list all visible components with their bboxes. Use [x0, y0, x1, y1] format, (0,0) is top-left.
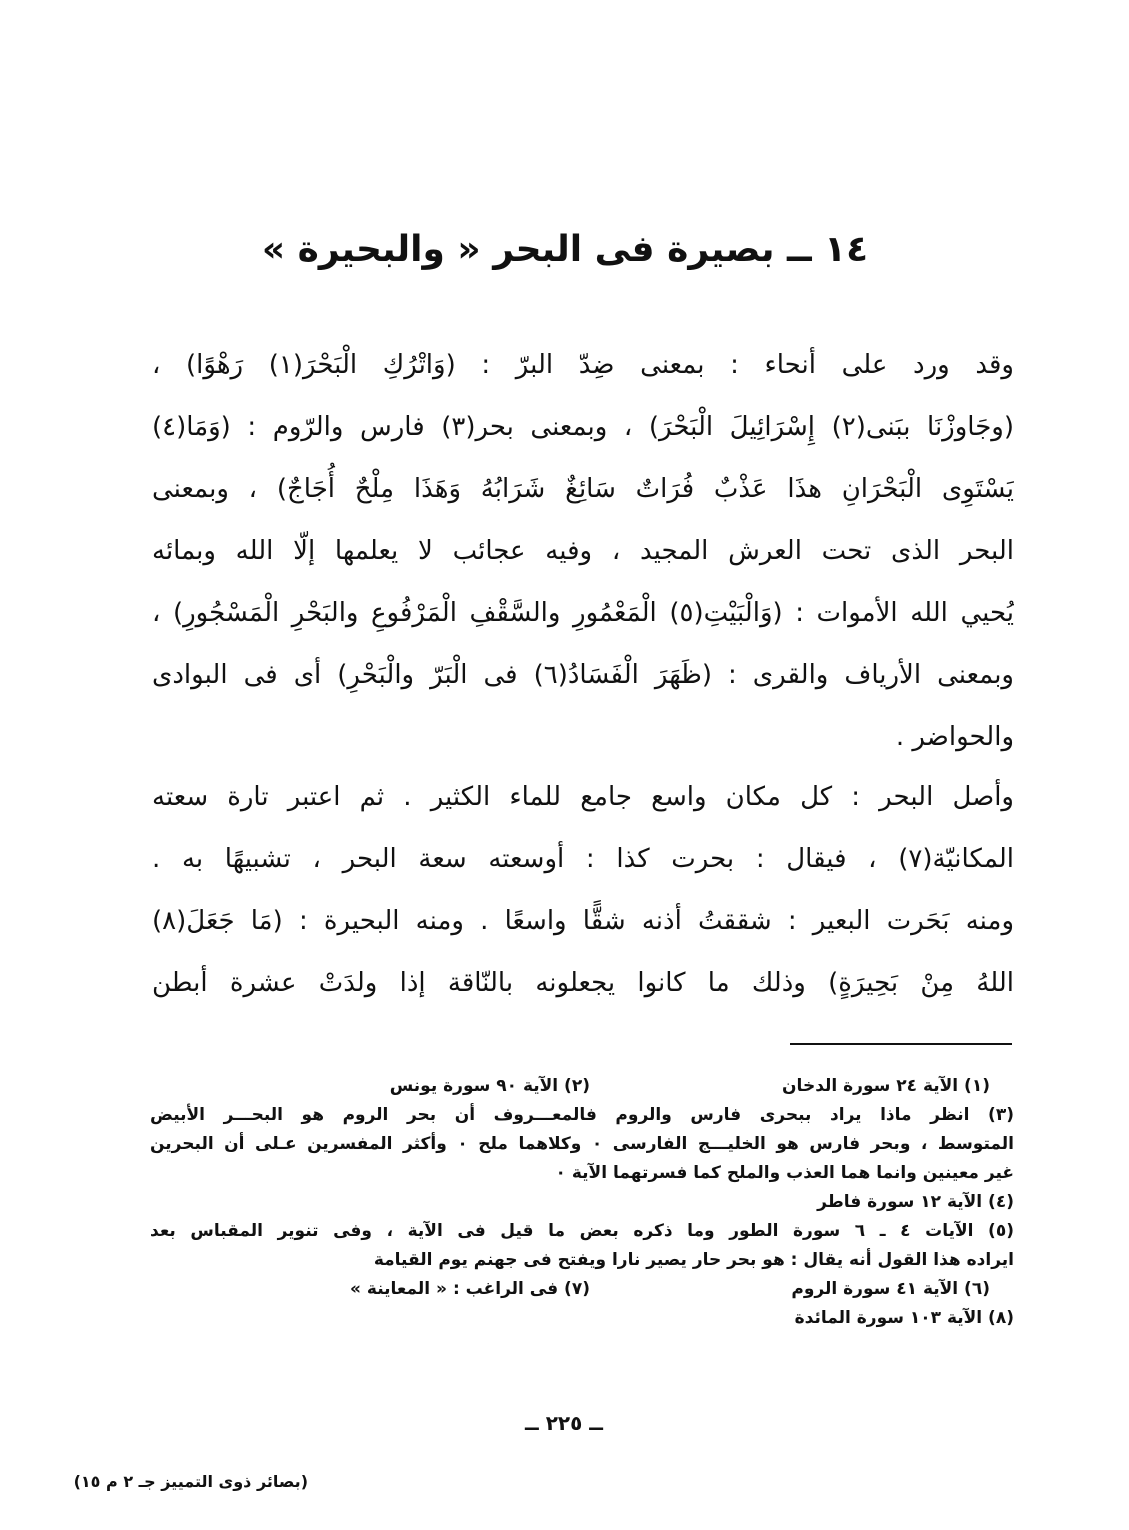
- text-line: وبمعنى الأرياف والقرى : (ظَهَرَ الْفَسَادُ(٦) فى الْبَرّ والْبَحْرِ) أى فى البوادى: [152, 660, 1014, 690]
- footnote-5-line: (٥) الآيات ٤ ـ ٦ سورة الطور وما ذكره بعض ما قيل فى الآية ، وفى تنوير المقباس بعد: [150, 1221, 1014, 1241]
- text-line: المكانيّة(٧) ، فيقال : بحرت كذا : أوسعته سعة البحر ، تشبيهًا به .: [152, 844, 1014, 874]
- text-line: يَسْتَوِى الْبَحْرَانِ هذَا عَذْبٌ فُرَاتٌ سَائِغٌ شَرَابُهُ وَهَذَا مِلْحٌ أُجَاجٌ) ، وبمعنى: [152, 474, 1014, 504]
- text-line: ومنه بَحَرت البعير : شققتُ أذنه شقًّا واسعًا . ومنه البحيرة : (مَا جَعَلَ(٨): [152, 906, 1014, 936]
- footnotes: [150, 1072, 1014, 1333]
- footnote-3-line: (٣) انظر ماذا يراد ببحرى فارس والروم فالمعـــروف أن بحر الروم هو البحـــر الأبيض: [150, 1105, 1014, 1125]
- footnote-row: [150, 1275, 1014, 1304]
- text-line: والحواضر .: [895, 722, 1014, 752]
- page-number: ــ ٢٢٥ ــ: [525, 1411, 603, 1435]
- footnote-1: (١) الآية ٢٤ سورة الدخان: [782, 1076, 990, 1096]
- footnote-7: (٧) فى الراغب : « المعاينة »: [350, 1279, 590, 1299]
- text-line: وأصل البحر : كل مكان واسع جامع للماء الكثير . ثم اعتبر تارة سعته: [152, 782, 1014, 812]
- footnote-3-line: المتوسط ، وبحر فارس هو الخليـــج الفارسى ٠ وكلاهما ملح ٠ وأكثر المفسرين عـلى أن البحرين: [150, 1134, 1014, 1154]
- paragraph-2: [152, 766, 1014, 1014]
- volume-signature: (بصائر ذوى التمييز جـ ٢ م ١٥): [73, 1472, 308, 1491]
- footnote-4: (٤) الآية ١٢ سورة فاطر: [817, 1192, 1014, 1212]
- footnote-5-line: ايراده هذا القول أنه يقال : هو بحر حار يصير نارا ويفتح فى جهنم يوم القيامة: [373, 1250, 1014, 1270]
- text-line: اللهُ مِنْ بَحِيرَةٍ) وذلك ما كانوا يجعلونه بالنّاقة إذا ولدَتْ عشرة أبطن: [152, 968, 1014, 998]
- footnote-2: (٢) الآية ٩٠ سورة يونس: [389, 1076, 590, 1096]
- text-line: يُحيي الله الأموات : (وَالْبَيْتِ(٥) الْمَعْمُورِ والسَّقْفِ الْمَرْفُوعِ والبَحْرِ الْمَسْجُورِ) ،: [152, 598, 1014, 628]
- footnote-row: [150, 1072, 1014, 1101]
- chapter-title: ١٤ ــ بصيرة فى البحر « والبحيرة »: [261, 229, 869, 270]
- paragraph-1: [152, 334, 1014, 768]
- footnote-divider: [790, 1043, 1012, 1045]
- text-line: وقد ورد على أنحاء : بمعنى ضِدّ البرّ : (وَاتْرُكِ الْبَحْرَ(١) رَهْوًا) ،: [152, 350, 1014, 380]
- footnote-3-line: غير معينين وانما هما العذب والملح كما فسرتهما الآية ٠: [555, 1163, 1014, 1183]
- footnote-6: (٦) الآية ٤١ سورة الروم: [791, 1279, 990, 1299]
- footnote-8: (٨) الآية ١٠٣ سورة المائدة: [794, 1308, 1014, 1328]
- text-line: (وجَاوزْنَا ببَنى(٢) إِسْرَائِيلَ الْبَحْرَ) ، وبمعنى بحر(٣) فارس والرّوم : (وَمَا(٤): [152, 412, 1014, 442]
- text-line: البحر الذى تحت العرش المجيد ، وفيه عجائب لا يعلمها إلّا الله وبمائه: [152, 536, 1014, 566]
